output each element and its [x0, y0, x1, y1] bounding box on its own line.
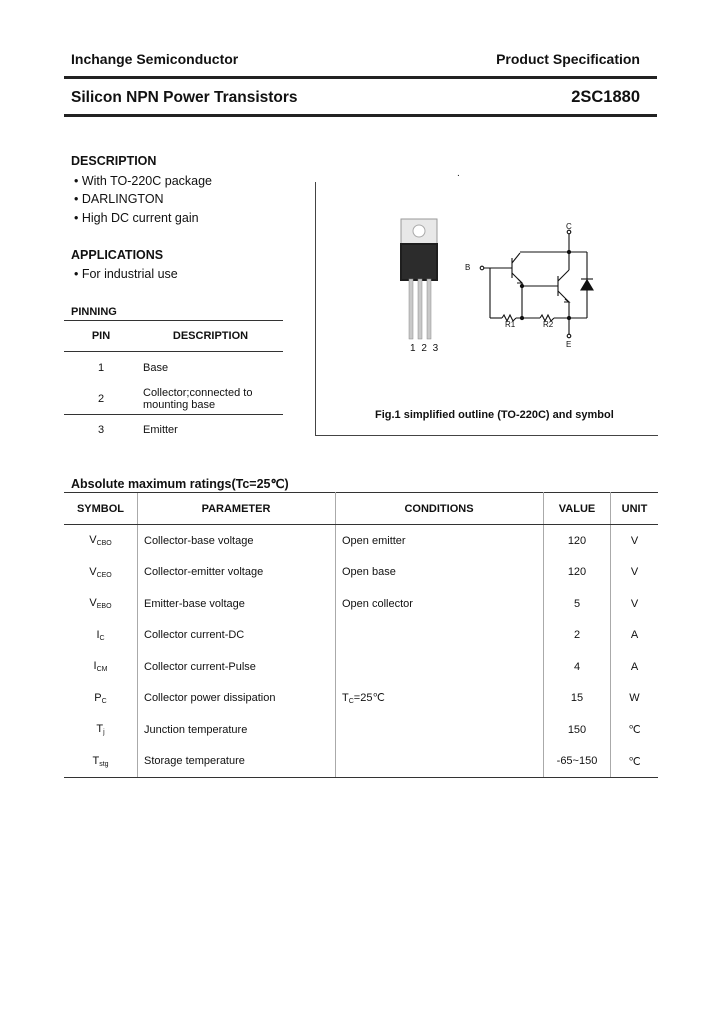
- applications-heading: APPLICATIONS: [71, 248, 164, 262]
- unit-cell: V: [630, 534, 639, 547]
- darlington-symbol: [470, 222, 600, 352]
- parameter-cell: Collector current-Pulse: [138, 651, 336, 683]
- label-c: C: [566, 222, 572, 231]
- pin-number: 2: [64, 384, 138, 415]
- value-cell: -65~150: [544, 746, 611, 778]
- unit-cell: A: [630, 629, 639, 642]
- table-row: [64, 415, 283, 446]
- description-item: • High DC current gain: [74, 211, 199, 225]
- to220-package-image: [390, 215, 450, 345]
- symbol-cell: $V_{CBO}$: [89, 534, 112, 548]
- table-row: [64, 714, 658, 746]
- table-row: [64, 352, 283, 385]
- pin-number: 3: [97, 424, 105, 436]
- description-heading: DESCRIPTION: [71, 154, 157, 168]
- unit-cell: ℃: [628, 724, 641, 737]
- symbol-cell: $T_{stg}$: [64, 746, 138, 778]
- unit-cell: W: [629, 692, 640, 705]
- figure-dot: .: [457, 168, 460, 179]
- value-cell: 120: [544, 525, 611, 557]
- description-item: • With TO-220C package: [74, 174, 213, 188]
- label-r1: R1: [505, 320, 516, 329]
- doc-type: Product Specification: [496, 51, 640, 67]
- symbol-cell: $P_C$: [94, 691, 107, 705]
- pin-description: Emitter: [143, 424, 178, 436]
- parameter-cell: Storage temperature: [138, 746, 336, 778]
- pin-numbers-label: 1 2 3: [410, 343, 439, 354]
- unit-cell: A: [630, 660, 639, 673]
- figure-caption: Fig.1 simplified outline (TO-220C) and symbol: [375, 409, 614, 421]
- value-cell: 4: [544, 651, 611, 683]
- description-item: • DARLINGTON: [74, 192, 164, 206]
- symbol-col-header: SYMBOL: [64, 493, 138, 525]
- figure-frame-bottom: [315, 435, 658, 436]
- conditions-cell: Open emitter: [336, 525, 544, 557]
- parameter-cell: Emitter-base voltage: [138, 588, 336, 620]
- symbol-cell: $T_j$: [96, 723, 105, 737]
- parameter-cell: Junction temperature: [138, 714, 336, 746]
- value-cell: 5: [544, 588, 611, 620]
- table-row: [64, 746, 658, 778]
- conditions-cell: [336, 651, 544, 683]
- table-row: [64, 651, 658, 683]
- pin-description-line: mounting base: [143, 399, 216, 411]
- pinning-heading: PINNING: [71, 306, 117, 318]
- conditions-cell: $T_C=25℃$: [336, 683, 544, 715]
- symbol-cell: $I_C$: [96, 628, 105, 642]
- label-e: E: [566, 340, 572, 349]
- pin-number: 1: [97, 362, 105, 374]
- title-rule: [64, 114, 657, 117]
- value-cell: 15: [544, 683, 611, 715]
- table-row: [64, 620, 658, 652]
- table-row: [64, 588, 658, 620]
- applications-item: • For industrial use: [74, 267, 178, 281]
- label-b: B: [465, 263, 471, 272]
- table-row: [64, 384, 283, 415]
- parameter-cell: Collector power dissipation: [138, 683, 336, 715]
- pin-description: [138, 384, 283, 415]
- conditions-cell: [336, 746, 544, 778]
- ratings-table: [64, 492, 658, 778]
- parameter-col-header: PARAMETER: [138, 493, 336, 525]
- symbol-cell: $I_{CM}$: [93, 660, 108, 674]
- pin-description-line: Collector;connected to: [143, 387, 253, 399]
- value-cell: 2: [544, 620, 611, 652]
- table-row: [64, 525, 658, 557]
- pin-description: Base: [143, 362, 169, 374]
- value-col-header: VALUE: [544, 493, 611, 525]
- ratings-heading: Absolute maximum ratings(Tc=25℃): [71, 477, 289, 491]
- parameter-cell: Collector-emitter voltage: [138, 557, 336, 589]
- unit-cell: ℃: [611, 746, 659, 778]
- conditions-cell: Open collector: [336, 588, 544, 620]
- pin-col-header: PIN: [64, 321, 138, 352]
- value-cell: 120: [544, 557, 611, 589]
- part-number: 2SC1880: [571, 88, 640, 106]
- symbol-cell: $V_{EBO}$: [89, 597, 112, 611]
- product-line: Silicon NPN Power Transistors: [71, 89, 298, 106]
- conditions-cell: [336, 714, 544, 746]
- pin-desc-col-header: DESCRIPTION: [138, 321, 283, 352]
- company-name: Inchange Semiconductor: [71, 51, 239, 67]
- symbol-cell: $V_{CEO}$: [89, 565, 112, 579]
- header-rule: [64, 76, 657, 79]
- unit-col-header: UNIT: [611, 493, 659, 525]
- pinning-table: [64, 320, 283, 445]
- conditions-col-header: CONDITIONS: [336, 493, 544, 525]
- table-row: [64, 683, 658, 715]
- label-r2: R2: [543, 320, 554, 329]
- value-cell: 150: [544, 714, 611, 746]
- parameter-cell: Collector current-DC: [138, 620, 336, 652]
- unit-cell: V: [630, 566, 639, 579]
- table-row: [64, 557, 658, 589]
- figure-frame-left: [315, 182, 316, 436]
- conditions-cell: [336, 620, 544, 652]
- parameter-cell: Collector-base voltage: [138, 525, 336, 557]
- conditions-cell: Open base: [336, 557, 544, 589]
- unit-cell: V: [630, 597, 639, 610]
